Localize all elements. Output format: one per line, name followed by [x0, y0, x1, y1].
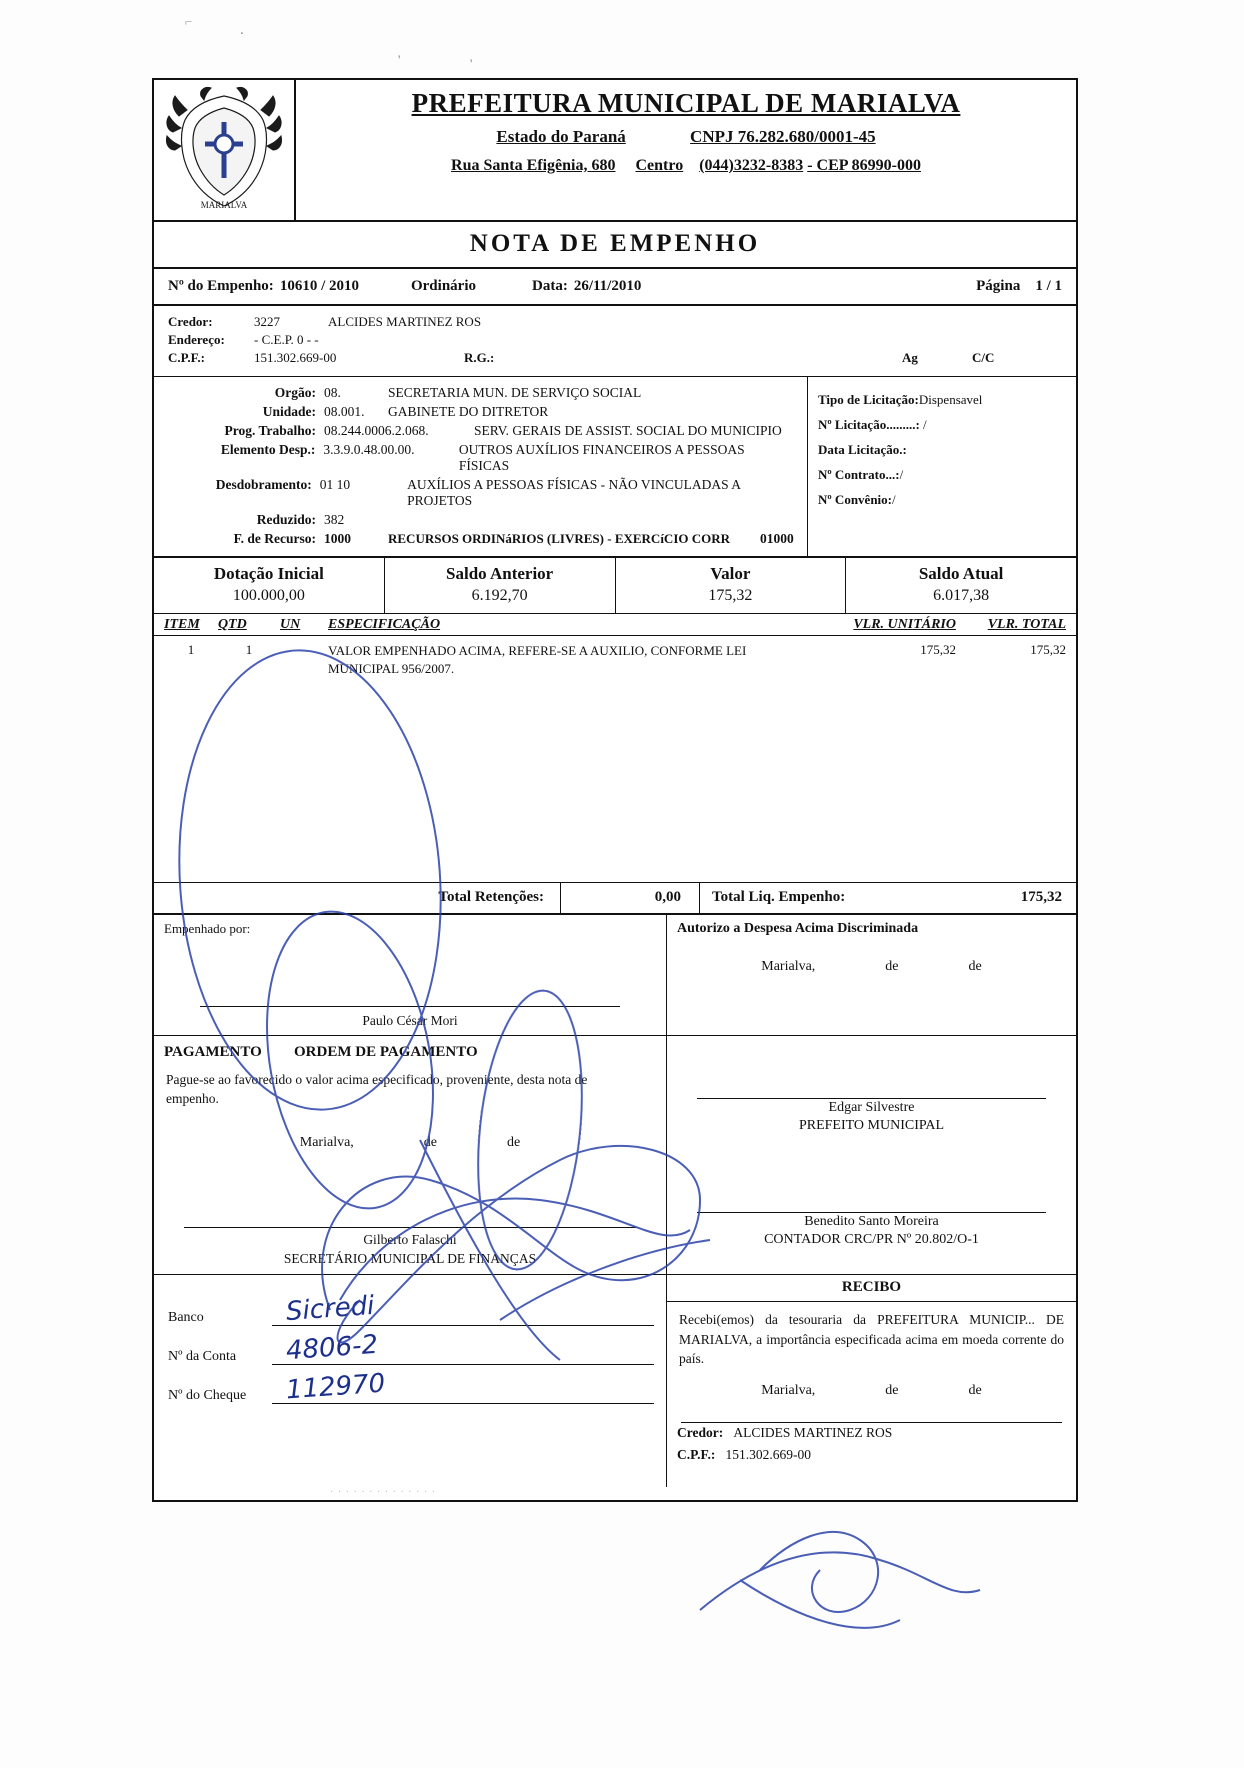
- row-vlr-unitario: 175,32: [920, 642, 956, 657]
- document-type-title: NOTA DE EMPENHO: [154, 222, 1076, 269]
- budget-row: [168, 531, 797, 547]
- recibo-signature-line: [681, 1422, 1062, 1423]
- valor-cell: [616, 558, 847, 613]
- prog-trabalho-value: SERV. GERAIS DE ASSIST. SOCIAL DO MUNICIPIO: [474, 423, 782, 438]
- elemento-desp-code: 3.3.9.0.48.00.00.: [323, 442, 415, 457]
- recibo-de-2: de: [968, 1382, 982, 1398]
- licitacao-date-label: Data Licitação.:: [818, 442, 907, 457]
- scan-footer-artifact: · · · · · · · · · · · · · ·: [330, 1487, 437, 1498]
- total-retencoes-value: 0,00: [560, 883, 700, 913]
- coat-of-arms-icon: [154, 80, 296, 220]
- cnpj-label: CNPJ 76.282.680/0001-45: [690, 127, 876, 146]
- district-label: Centro: [635, 157, 684, 174]
- licitacao-number-label: Nº Licitação.........:: [818, 417, 920, 432]
- creditor-name: ALCIDES MARTINEZ ROS: [328, 314, 482, 329]
- account-row: [168, 1329, 654, 1367]
- street-address: Rua Santa Efigênia, 680: [451, 157, 616, 174]
- pagamento-local: Marialva,: [299, 1134, 354, 1150]
- recibo-text: Recebi(emos) da tesouraria da PREFEITURA MUNICIP... DE MARIALVA, a importância especificada acima em moeda corrente do país.: [679, 1312, 1064, 1367]
- recibo-local: Marialva,: [761, 1382, 816, 1398]
- receipt-block: [667, 1275, 1076, 1475]
- state-label: Estado do Paraná: [496, 127, 626, 146]
- saldo-atual-cell: [846, 558, 1076, 613]
- conta-input[interactable]: [272, 1329, 654, 1367]
- contrato-value: /: [899, 467, 904, 482]
- licitacao-number-value: /: [923, 417, 927, 432]
- banco-label: Banco: [168, 1310, 204, 1325]
- saldo-anterior-cell: [385, 558, 616, 613]
- orgao-label: Orgão:: [274, 385, 316, 400]
- fonte-recurso-value: RECURSOS ORDINáRIOS (LIVRES) - EXERCíCIO CORR: [388, 531, 731, 546]
- pagamento-date-line: [154, 1135, 666, 1151]
- col-un: UN: [280, 617, 301, 632]
- budget-row: [168, 512, 797, 528]
- creditor-label: Credor:: [168, 314, 213, 329]
- fonte-recurso-code2: 01000: [760, 531, 794, 546]
- col-item: ITEM: [164, 617, 200, 632]
- contrato-label: Nº Contrato...:: [818, 467, 900, 482]
- cpf-label: C.P.F.:: [168, 350, 205, 365]
- budget-row: [168, 404, 797, 420]
- scan-artifact-dot: .: [240, 22, 244, 38]
- pagamento-de-1: de: [423, 1134, 438, 1150]
- desdobramento-value: AUXÍLIOS A PESSOAS FÍSICAS - NÃO VINCULADAS A PROJETOS: [407, 477, 741, 508]
- valor-label: Valor: [710, 564, 751, 583]
- budget-classification-section: [154, 377, 1076, 558]
- row-item: 1: [187, 642, 195, 657]
- signature-row-1: [154, 915, 1076, 1036]
- empenho-number-label: Nº do Empenho:: [168, 278, 274, 294]
- svg-text:MARIALVA: MARIALVA: [200, 200, 248, 210]
- secretario-name: Gilberto Falaschi: [363, 1232, 457, 1247]
- contador-role: CONTADOR CRC/PR Nº 20.802/O-1: [764, 1232, 979, 1247]
- check-row: [168, 1368, 654, 1406]
- empenho-summary-row: [154, 269, 1076, 306]
- rg-label: R.G.:: [464, 350, 495, 365]
- elemento-desp-value: OUTROS AUXÍLIOS FINANCEIROS A PESSOAS FÍSICAS: [458, 442, 745, 473]
- licitacao-date-row: [818, 442, 1068, 458]
- banco-value: Sicredi: [285, 1290, 376, 1328]
- budget-left-column: [154, 377, 808, 556]
- bank-row: [168, 1290, 654, 1328]
- nota-de-empenho-form: [152, 78, 1078, 1502]
- creditor-section: [154, 306, 1076, 377]
- recibo-cpf-value: 151.302.669-00: [725, 1447, 812, 1462]
- convenio-label: Nº Convênio:: [818, 492, 892, 507]
- fonte-recurso-code: 1000: [324, 531, 351, 546]
- budget-row: [168, 442, 797, 474]
- page-value: 1 / 1: [1035, 278, 1062, 294]
- address-label: Endereço:: [168, 332, 225, 347]
- pagamento-title: PAGAMENTO: [164, 1044, 262, 1060]
- bank-and-receipt-section: [154, 1275, 1076, 1487]
- total-liquido-label: Total Liq. Empenho:: [712, 889, 846, 905]
- empenhado-por-name: Paulo César Mori: [362, 1013, 458, 1028]
- recibo-date-line: [667, 1383, 1076, 1399]
- convenio-value: /: [892, 492, 896, 507]
- total-retencoes-label: Total Retenções:: [438, 889, 544, 905]
- prefeito-name: Edgar Silvestre: [828, 1100, 915, 1115]
- row-qtd: 1: [245, 642, 253, 657]
- total-liquido-value: 175,32: [1020, 889, 1062, 905]
- empenho-date-value: 26/11/2010: [573, 278, 642, 294]
- empenho-date-label: Data:: [532, 278, 568, 294]
- licitacao-type-label: Tipo de Licitação:: [818, 392, 919, 407]
- recibo-cpf-label: C.P.F.:: [677, 1447, 716, 1462]
- licitacao-number-row: [818, 417, 1068, 433]
- autorizo-local: Marialva,: [761, 959, 816, 974]
- autorizo-label: Autorizo a Despesa Acima Discriminada: [677, 921, 919, 936]
- document-header: MARIALVA PREFEITURA MUNICIPAL DE MARIALVA Estado do Paraná CNPJ 76.282.680/0001-45 Rua Santa Efigênia, 680 Centro (044)3232-8383 - CEP 86990-000: [154, 80, 1076, 222]
- page-label: Página: [976, 278, 1021, 294]
- orgao-code: 08.: [324, 385, 341, 400]
- ordem-pagamento-title: ORDEM DE PAGAMENTO: [294, 1044, 478, 1060]
- empenho-number-value: 10610 / 2010: [279, 278, 359, 294]
- col-qtd: QTD: [218, 617, 247, 632]
- recibo-cpf-row: [677, 1447, 811, 1463]
- contrato-row: [818, 467, 1068, 483]
- conta-label: Nº da Conta: [168, 1349, 237, 1364]
- creditor-code: 3227: [254, 314, 280, 329]
- table-row: [154, 636, 1076, 677]
- licitacao-type-row: [818, 392, 1068, 408]
- secretario-role: SECRETÁRIO MUNICIPAL DE FINANÇAS: [283, 1251, 537, 1266]
- licitacao-column: [808, 377, 1076, 556]
- desdobramento-label: Desdobramento:: [215, 477, 312, 492]
- dotacao-inicial-value: 100.000,00: [232, 587, 305, 604]
- budget-balance-row: [154, 558, 1076, 614]
- conta-value: 4806-2: [285, 1329, 380, 1367]
- scan-artifact-tick-1: ': [398, 52, 401, 67]
- row-especificacao: VALOR EMPENHADO ACIMA, REFERE-SE A AUXILIO, CONFORME LEI MUNICIPAL 956/2007.: [328, 643, 747, 676]
- bank-fields: [154, 1275, 667, 1487]
- dotacao-inicial-label: Dotação Inicial: [213, 564, 324, 583]
- page-title: PREFEITURA MUNICIPAL DE MARIALVA: [411, 88, 961, 118]
- empenho-type-value: Ordinário: [410, 278, 476, 294]
- recibo-de-1: de: [885, 1382, 899, 1398]
- unidade-value: GABINETE DO DITRETOR: [388, 404, 549, 419]
- cpf-value: 151.302.669-00: [254, 350, 337, 365]
- recibo-title: RECIBO: [667, 1275, 1076, 1302]
- phone-label: (044)3232-8383: [699, 157, 804, 174]
- col-vlr-unitario: VLR. UNITÁRIO: [853, 617, 956, 632]
- bank-account-label: C/C: [972, 350, 995, 365]
- empenhado-por-label: Empenhado por:: [164, 921, 251, 936]
- fonte-recurso-label: F. de Recurso:: [233, 531, 316, 546]
- orgao-value: SECRETARIA MUN. DE SERVIÇO SOCIAL: [388, 385, 642, 400]
- unidade-code: 08.001.: [324, 404, 365, 419]
- payment-section: [154, 1036, 1076, 1275]
- items-table-body: [154, 636, 1076, 883]
- dotacao-inicial-cell: [154, 558, 385, 613]
- col-vlr-total: VLR. TOTAL: [987, 617, 1066, 632]
- recibo-credor-label: Credor:: [677, 1425, 724, 1440]
- autorizo-de-2: de: [968, 959, 982, 974]
- payment-right: [667, 1036, 1076, 1274]
- cheque-value: 112970: [285, 1368, 387, 1406]
- reduzido-code: 382: [324, 512, 345, 527]
- payment-left: [154, 1036, 667, 1274]
- budget-row: [168, 423, 797, 439]
- banco-input[interactable]: [272, 1290, 654, 1328]
- autorizo-date-line: [667, 959, 1076, 975]
- desdobramento-code: 01 10: [319, 477, 351, 492]
- address-value: - C.E.P. 0 - -: [254, 332, 319, 347]
- col-especificacao: ESPECIFICAÇÃO: [328, 617, 441, 632]
- prefeito-signature-line: [697, 1098, 1046, 1099]
- autorizo-de-1: de: [885, 959, 899, 974]
- secretario-signature-line: [184, 1227, 636, 1228]
- elemento-desp-label: Elemento Desp.:: [220, 442, 316, 457]
- saldo-atual-label: Saldo Atual: [918, 564, 1004, 583]
- prog-trabalho-label: Prog. Trabalho:: [224, 423, 316, 438]
- budget-row: [168, 385, 797, 401]
- prefeito-role: PREFEITO MUNICIPAL: [798, 1118, 945, 1133]
- convenio-row: [818, 492, 1068, 508]
- saldo-atual-value: 6.017,38: [933, 587, 990, 604]
- cheque-label: Nº do Cheque: [168, 1388, 247, 1403]
- recibo-credor-name: ALCIDES MARTINEZ ROS: [733, 1425, 893, 1440]
- row-vlr-total: 175,32: [1030, 642, 1066, 657]
- prog-trabalho-code: 08.244.0006.2.068.: [324, 423, 429, 438]
- totals-row: [154, 883, 1076, 915]
- unidade-label: Unidade:: [262, 404, 316, 419]
- cep-label: CEP 86990-000: [816, 157, 921, 174]
- empenhado-por-block: [154, 915, 667, 1035]
- pagamento-text: Pague-se ao favorecido o valor acima especificado, proveniente, desta nota de empenho.: [166, 1072, 588, 1106]
- valor-value: 175,32: [708, 587, 753, 604]
- payment-headers: [154, 1036, 666, 1061]
- saldo-anterior-value: 6.192,70: [471, 587, 528, 604]
- pagamento-de-2: de: [507, 1134, 521, 1150]
- row-un: [280, 642, 328, 677]
- licitacao-type-value: Dispensavel: [918, 392, 983, 407]
- budget-row: [168, 477, 797, 509]
- saldo-anterior-label: Saldo Anterior: [446, 564, 554, 583]
- bank-agency-label: Ag: [902, 350, 918, 365]
- autorizo-block: [667, 915, 1076, 1035]
- cheque-input[interactable]: [272, 1368, 654, 1406]
- contador-name: Benedito Santo Moreira: [804, 1214, 939, 1229]
- scan-artifact-mark: ⌐: [185, 14, 193, 29]
- items-table-header: [154, 614, 1076, 636]
- recibo-credor-row: [677, 1425, 1066, 1441]
- signature-line: [200, 1006, 620, 1007]
- contador-signature-line: [697, 1212, 1046, 1213]
- reduzido-label: Reduzido:: [256, 512, 316, 527]
- scan-artifact-tick-2: ': [470, 56, 473, 71]
